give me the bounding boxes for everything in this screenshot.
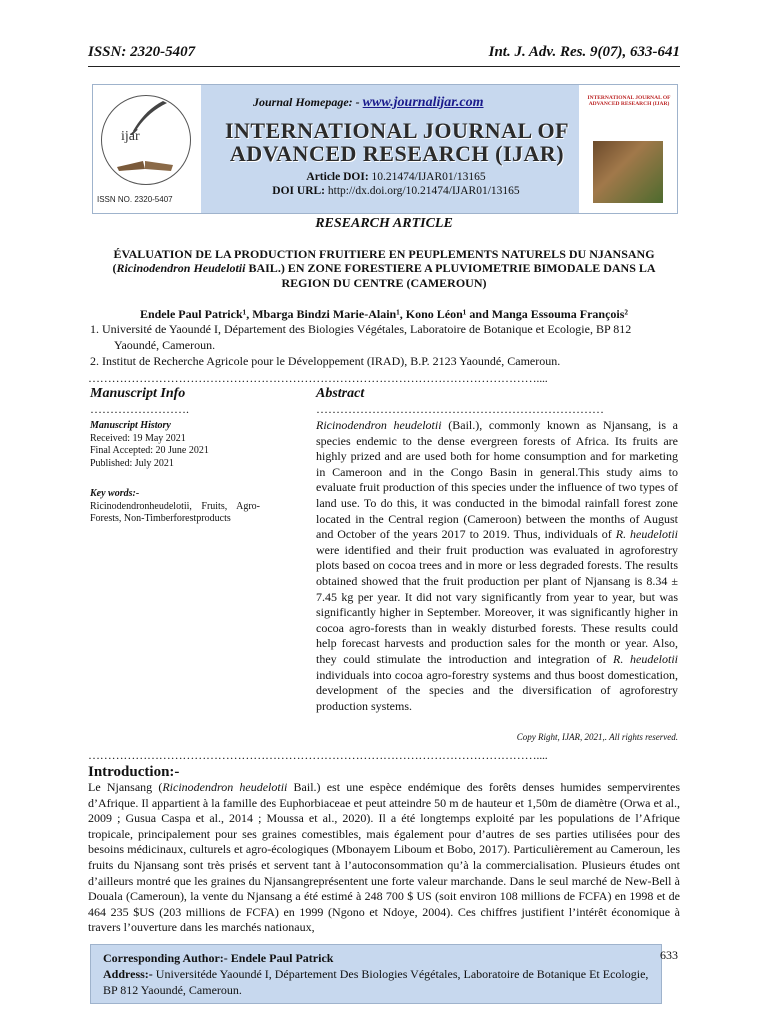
affiliation-2: 2. Institut de Recherche Agricole pour le Développement (IRAD), B.P. 2123 Yaoundé, Cameroun. (90, 354, 561, 368)
homepage-link[interactable]: www.journalijar.com (362, 95, 484, 110)
abstract-part1: (Bail.), commonly known as Njansang, is a species endemic to the dense evergreen forests of Africa. Its fruits are highly prized and are used both for home consumption and for marketing in Cameroon and in the Congo Basin in general.This study aims to evaluate fruit production of this species under the influence of two types of land use. To do this, it was conducted in the bimodal rainfall forest zone located in the Central region (Cameroon) between the months of August and October of the years 2017 to 2019. Thus, individuals of (316, 418, 678, 542)
keywords-block (90, 488, 260, 526)
address-label: Address:- (103, 967, 153, 981)
doi-value: 10.21474/IJAR01/13165 (371, 171, 486, 183)
affiliation-1-cont: Yaoundé, Cameroun. (114, 338, 216, 352)
title-line3: REGION DU CENTRE (CAMEROUN) (281, 275, 487, 290)
journal-banner (92, 84, 678, 214)
affiliation-1: 1. Université de Yaoundé I, Département des Biologies Végétales, Laboratoire de Botanique et Ecologie, BP 812 (90, 322, 632, 336)
abstract-species-3: R. heudelotii (613, 651, 679, 666)
abstract-text (316, 418, 678, 714)
journal-logo (93, 85, 201, 213)
keywords-label: Key words:- (90, 488, 140, 499)
published-date: Published: July 2021 (90, 457, 174, 469)
manuscript-history (90, 420, 270, 470)
journal-cover-thumbnail (579, 85, 677, 213)
intro-a: Le Njansang ( (88, 780, 163, 794)
article-title (88, 247, 680, 290)
manuscript-info-heading: Manuscript Info (90, 386, 186, 401)
abstract-species-2: R. heudelotii (615, 527, 678, 542)
intro-species: Ricinodendron heudelotii (162, 780, 288, 794)
corresponding-author-box (90, 944, 662, 1004)
received-date: Received: 19 May 2021 (90, 432, 186, 444)
accepted-date: Final Accepted: 20 June 2021 (90, 445, 209, 456)
divider-dots-2: …………………………………………………………………………………………………….... (88, 748, 548, 762)
abstract-part3: individuals into cocoa agro-forestry systems and thus boost domestication, development of the species and the diversification of agroforestry production systems. (316, 667, 678, 713)
doi-url-label: DOI URL: (272, 184, 326, 197)
intro-b: Bail.) est une espèce endémique des forêts denses humides sempervirentes d’Afrique. Il appartient à la famille des Euphorbiaceae et peut atteindre 50 m de hauteur et 1,50m de diamètre (Orwa et al., 2009 ; Gusua Caspa et al., 2014 ; Moussa et al., 2020). Il a été longtemps exploité par les populations de l’Afrique tropicale, principalement pour ses graines comestibles, mais également pour d’autres de ses parties utilisées pour des besoins médicinaux, culturels et agro-écologiques (Mbonayem Liboum et Bobo, 2017). Particulièrement au Cameroun, les fruits du Njansang sont très prisés et servent tant à l’autoconsommation qu’à la commercialisation. Plusieurs études ont d’ailleurs montré que les graines du Njansangreprésentent une forte valeur marchande. Dans le seul marché de New-Bell à Douala (Cameroun), la vente du Njansang a été estimé à 248 700 $ US (soit environ 108 millions de FCFA) en 1998 et de 464 235 $US (203 millions de FCFA) en 1999 (Ngono et Ndoye, 2004). Ces chiffres justifient l’intérêt économique à travers l’ouverture dans les marchés nationaux, (88, 780, 680, 935)
logo-issn: ISSN NO. 2320-5407 (97, 195, 173, 204)
journal-title-line1: INTERNATIONAL JOURNAL OF (224, 118, 570, 143)
author-address (103, 967, 653, 998)
introduction-text (88, 780, 680, 936)
article-type: RESEARCH ARTICLE (315, 216, 453, 231)
homepage-label: Journal Homepage: - (253, 95, 360, 109)
introduction-heading: Introduction:- (88, 764, 180, 780)
header-divider (88, 66, 680, 67)
corresponding-author: Corresponding Author:- Endele Paul Patrick (103, 951, 334, 965)
address-text: Universitéde Yaoundé I, Département Des Biologies Végétales, Laboratoire de Botanique Et Ecologie, BP 812 Yaoundé, Cameroun. (103, 967, 649, 997)
abstract-heading: Abstract (316, 386, 365, 401)
citation-header: Int. J. Adv. Res. 9(07), 633-641 (488, 44, 680, 60)
doi-url-link[interactable]: http://dx.doi.org/10.21474/IJAR01/13165 (327, 184, 520, 197)
book-icon (115, 149, 175, 171)
info-dots: ……………………. (90, 402, 189, 416)
journal-homepage (253, 95, 484, 111)
abstract-dots: ……………………………………………………………… (316, 402, 604, 416)
abstract-part2: were identified and their fruit production was evaluated in agroforestry plots based on cocoa trees and in more or less degraded forests. The results obtained showed that the fruit production per plant of Njansang is 8.34 ± 7.45 kg per year. It did not vary significantly from year to year, but was significantly higher in September. Moreover, it was significantly higher in cocoa agro-forests than in weakly disturbed forests. These results could help forecast harvests and production sales for the month or year. Also, they could stimulate the introduction and integration of (316, 542, 678, 666)
doi-block (223, 171, 569, 199)
journal-title (217, 119, 577, 165)
divider-dots: …………………………………………………………………………………………………….... (88, 371, 548, 385)
cover-image (593, 141, 663, 203)
title-species: Ricinodendron Heudelotii (116, 261, 246, 276)
cover-title: INTERNATIONAL JOURNAL OF ADVANCED RESEARCH (IJAR) (587, 95, 671, 108)
issn-header: ISSN: 2320-5407 (88, 44, 196, 60)
title-line1: ÉVALUATION DE LA PRODUCTION FRUITIERE EN PEUPLEMENTS NATURELS DU NJANSANG (113, 247, 655, 261)
page-number: 633 (660, 948, 678, 962)
authors: Endele Paul Patrick¹, Mbarga Bindzi Marie-Alain¹, Kono Léon¹ and Manga Essouma François² (139, 307, 629, 321)
journal-title-line2: ADVANCED RESEARCH (IJAR) (229, 141, 565, 167)
title-line2-rest: BAIL.) EN ZONE FORESTIERE A PLUVIOMETRIE BIMODALE DANS LA (245, 261, 656, 276)
keywords: Ricinodendronheudelotii, Fruits, Agro-Forests, Non-Timberforestproducts (90, 500, 260, 524)
copyright: Copy Right, IJAR, 2021,. All rights reserved. (516, 732, 678, 742)
doi-label: Article DOI: (306, 171, 369, 183)
title-line2: (Ricinodendron Heudelotii BAIL.) EN ZONE FORESTIERE A PLUVIOMETRIE BIMODALE DANS LA (112, 261, 656, 276)
logo-text: ijar (121, 129, 140, 144)
abstract-species: Ricinodendron heudelotii (316, 418, 442, 432)
history-label: Manuscript History (90, 420, 171, 431)
